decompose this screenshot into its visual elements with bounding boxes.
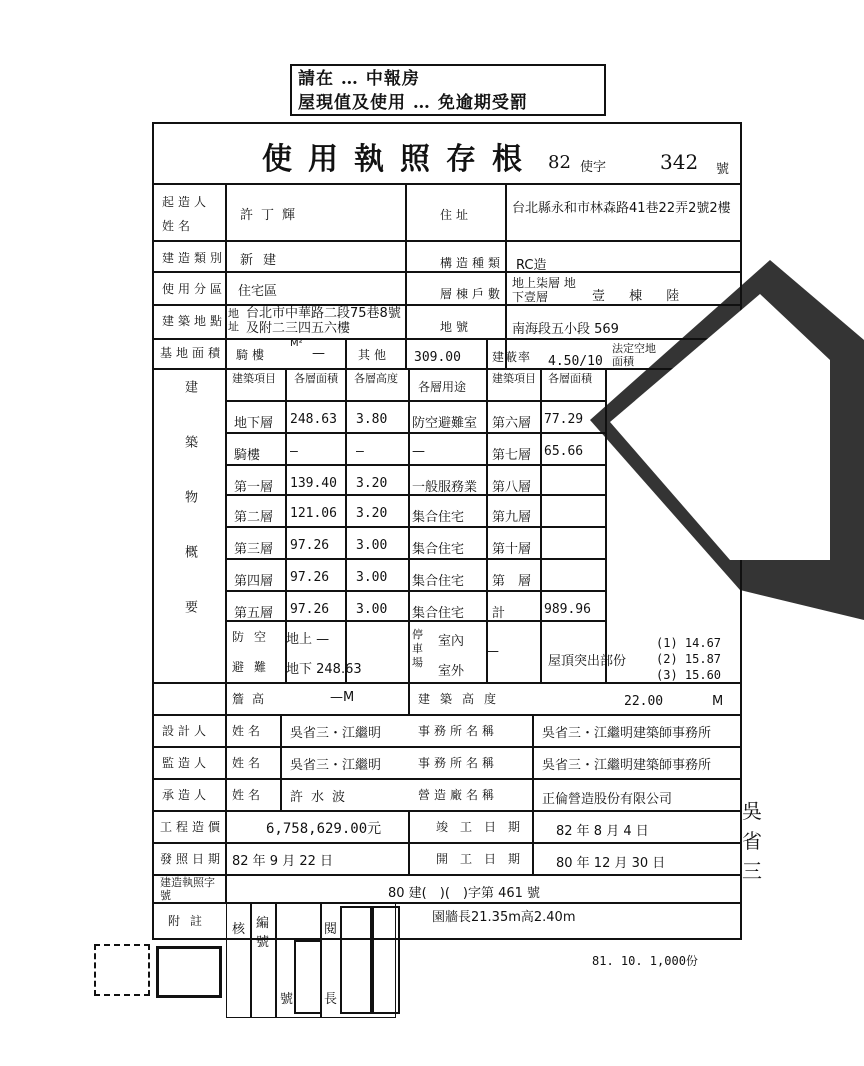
hdr-item: 建築項目 [232, 372, 276, 385]
structure-label: 構造種類 [440, 256, 505, 270]
grid-line [345, 338, 347, 682]
shelter-above: 地上 — [286, 632, 330, 647]
notice-line-1: 請在 … 中報房 [298, 69, 420, 89]
parking-outdoor: 室外 [438, 664, 465, 679]
floor-area: 248.63 [290, 412, 337, 427]
building-section-label: 建築物概要 [182, 380, 197, 655]
grid-line [225, 464, 605, 466]
review-number: 號 [280, 992, 294, 1007]
complete-label: 竣工日期 [436, 820, 533, 834]
eave-value: —M [330, 690, 355, 705]
permit-label: 建造執照字號 [160, 876, 215, 902]
grid-line [152, 682, 742, 684]
cost-label: 工程造價 [160, 820, 225, 834]
contractor-co-label: 營造廠名稱 [418, 788, 499, 802]
review-officer: 編號 [256, 916, 270, 950]
bheight-value: 22.00 [624, 694, 664, 709]
build-type-value: 新建 [240, 253, 287, 268]
notice-box [290, 64, 606, 116]
floor-height: — [356, 444, 364, 459]
parking-label: 停車場 [412, 628, 423, 669]
grid-line [540, 368, 542, 682]
shelter-below: 地下 248.63 [286, 662, 362, 677]
coverage-value: 4.50/10 [548, 354, 603, 369]
floor-name: 第三層 [234, 542, 274, 557]
floor-height: 3.00 [356, 602, 388, 617]
issue-value: 82 年 9 月 22 日 [232, 854, 334, 869]
shelter-label-2: 避難 [232, 660, 277, 674]
floor-area-2: 989.96 [544, 602, 591, 617]
other-label: 其他 [358, 348, 391, 362]
open-space-label: 法定空地面積 [612, 342, 656, 368]
coverage-label: 建蔽率 [492, 350, 532, 364]
grid-line [408, 368, 410, 714]
permit-char: 使字 [580, 160, 607, 175]
address-label: 住址 [440, 208, 473, 222]
floor-name: 第四層 [234, 574, 274, 589]
contractor-label: 承造人 [162, 788, 211, 802]
lot-label: 地號 [440, 320, 473, 334]
grid-line [152, 778, 742, 780]
floor-height: 3.20 [356, 506, 388, 521]
site-address: 台北市中華路二段75巷8號及附二三四五六樓 [246, 306, 401, 336]
name-label-3: 姓名 [232, 788, 265, 802]
review-divider [275, 902, 277, 1018]
designer-label: 設計人 [162, 724, 211, 738]
eave-label: 簷高 [232, 692, 273, 706]
grid-line [486, 338, 488, 682]
site-area-label: 基地面積 [160, 346, 225, 360]
contractor-name: 許水波 [290, 790, 354, 805]
floor-height: 3.00 [356, 538, 388, 553]
cost-value: 6,758,629.00元 [266, 821, 382, 837]
grid-line [405, 183, 407, 368]
roof-1: (1) 14.67 [656, 636, 722, 650]
floor-height: 3.00 [356, 570, 388, 585]
grid-line [152, 810, 742, 812]
floor-name-2: 第七層 [492, 448, 532, 463]
structure-value: RC造 [516, 258, 547, 273]
shelter-label-1: 防空 [232, 630, 277, 644]
grid-line [152, 842, 742, 844]
seal-stamp [94, 944, 150, 996]
grid-line [152, 874, 742, 876]
floor-area: 97.26 [290, 602, 330, 617]
floors-value: 地上柒層 地下壹層 [512, 276, 576, 304]
name-label-2: 姓名 [232, 756, 265, 770]
supervisor-name: 吳省三・江繼明 [290, 758, 382, 773]
side-signature: 吳省三 [742, 799, 762, 883]
designer-name: 吳省三・江繼明 [290, 726, 382, 741]
units-value: 壹 棟 陸 [592, 289, 690, 304]
floor-use: 集合住宅 [412, 542, 465, 557]
floor-name-2: 計 [492, 606, 506, 621]
floor-area-2: 65.66 [544, 444, 584, 459]
grid-line [225, 526, 605, 528]
grid-line [280, 714, 282, 810]
floor-name: 第二層 [234, 510, 274, 525]
floor-name: 騎樓 [234, 448, 261, 463]
other-value: 309.00 [414, 350, 461, 365]
permit-number: 342 [660, 150, 699, 174]
lot-value: 南海段五小段 569 [512, 322, 619, 337]
designer-office-label: 事務所名稱 [418, 724, 499, 738]
bheight-unit: M [712, 694, 724, 709]
grid-line [225, 432, 605, 434]
roof-3: (3) 15.60 [656, 668, 722, 682]
floor-name-2: 第九層 [492, 510, 532, 525]
floor-name-2: 第八層 [492, 480, 532, 495]
contractor-co: 正倫營造股份有限公司 [542, 792, 673, 807]
complete-value: 82 年 8 月 4 日 [556, 824, 649, 839]
permit-value: 80 建( )( )字第 461 號 [388, 886, 541, 901]
notes-value: 園牆長21.35m高2.40m [432, 910, 576, 925]
floor-area: 139.40 [290, 476, 337, 491]
grid-line [225, 590, 605, 592]
start-value: 80 年 12 月 30 日 [556, 856, 666, 871]
grid-line [225, 558, 605, 560]
form-title: 使用執照存根 [262, 142, 538, 177]
designer-office: 吳省三・江繼明建築師事務所 [542, 726, 712, 741]
hdr-use: 各層用途 [418, 380, 467, 394]
build-type-label: 建造類別 [162, 251, 227, 265]
parking-indoor: 室內 [438, 634, 465, 649]
diagonal-overlay [590, 260, 864, 620]
floor-name: 第五層 [234, 606, 274, 621]
grid-line [152, 183, 742, 185]
floor-height: 3.80 [356, 412, 388, 427]
grid-line [532, 714, 534, 874]
parking-value: — [486, 644, 499, 659]
zone-value: 住宅區 [238, 284, 278, 299]
roof-2: (2) 15.87 [656, 652, 722, 666]
floor-name: 第一層 [234, 480, 274, 495]
floor-height: 3.20 [356, 476, 388, 491]
permit-suffix: 號 [716, 162, 730, 177]
name-label-1: 姓名 [232, 724, 265, 738]
permit-year: 82 [548, 152, 571, 173]
supervisor-label: 監造人 [162, 756, 211, 770]
hdr-height: 各層高度 [354, 372, 398, 385]
start-label: 開工日期 [436, 852, 533, 866]
grid-line [225, 400, 605, 402]
floor-area: 97.26 [290, 538, 330, 553]
arcade-unit: M² [290, 338, 303, 349]
floors-label: 層棟戶數 [440, 287, 505, 301]
arcade-label: 騎樓 [236, 348, 269, 362]
grid-line [505, 183, 507, 368]
review-stamp [340, 906, 372, 1014]
floor-name-2: 第 層 [492, 574, 532, 589]
owner-name: 許丁輝 [240, 208, 304, 223]
review-stamp [294, 940, 322, 1014]
site-label: 建築地點 [162, 314, 227, 328]
hdr-area: 各層面積 [294, 372, 338, 385]
review-chief: 長 [324, 992, 338, 1007]
supervisor-office: 吳省三・江繼明建築師事務所 [542, 758, 712, 773]
hdr-item-2: 建築項目 [492, 372, 536, 385]
supervisor-office-label: 事務所名稱 [418, 756, 499, 770]
zone-label: 使用分區 [162, 282, 227, 296]
arcade-value: — [312, 346, 325, 361]
grid-line [408, 810, 410, 874]
site-prefix: 地址 [228, 307, 239, 333]
notes-label: 附註 [168, 914, 213, 928]
owner-label: 起造人姓名 [162, 195, 211, 233]
floor-area: — [290, 444, 298, 459]
issue-label: 發照日期 [160, 852, 225, 866]
floor-area-2: 77.29 [544, 412, 584, 427]
notice-line-2: 屋現值及使用 … 免逾期受罰 [298, 93, 528, 113]
review-check: 核 [232, 922, 246, 937]
floor-area: 97.26 [290, 570, 330, 585]
hdr-area-2: 各層面積 [548, 372, 592, 385]
bheight-label: 建築高度 [418, 692, 507, 706]
grid-line [152, 240, 742, 242]
owner-address: 台北縣永和市林森路41巷22弄2號2樓 [512, 201, 731, 216]
print-info: 81. 10. 1,000份 [592, 954, 698, 968]
roof-label: 屋頂突出部份 [548, 654, 627, 669]
grid-line [152, 746, 742, 748]
seal-stamp [156, 946, 222, 998]
floor-use: 防空避難室 [412, 416, 478, 431]
grid-line [152, 714, 742, 716]
review-stamp [372, 906, 400, 1014]
review-divider [250, 902, 252, 1018]
floor-use: 集合住宅 [412, 510, 465, 525]
floor-name-2: 第六層 [492, 416, 532, 431]
floor-name: 地下層 [234, 416, 274, 431]
review-view: 閱 [324, 922, 338, 937]
floor-use: 集合住宅 [412, 606, 465, 621]
floor-use: 一般服務業 [412, 480, 478, 495]
floor-area: 121.06 [290, 506, 337, 521]
floor-use: 集合住宅 [412, 574, 465, 589]
floor-name-2: 第十層 [492, 542, 532, 557]
floor-use: — [412, 444, 425, 459]
